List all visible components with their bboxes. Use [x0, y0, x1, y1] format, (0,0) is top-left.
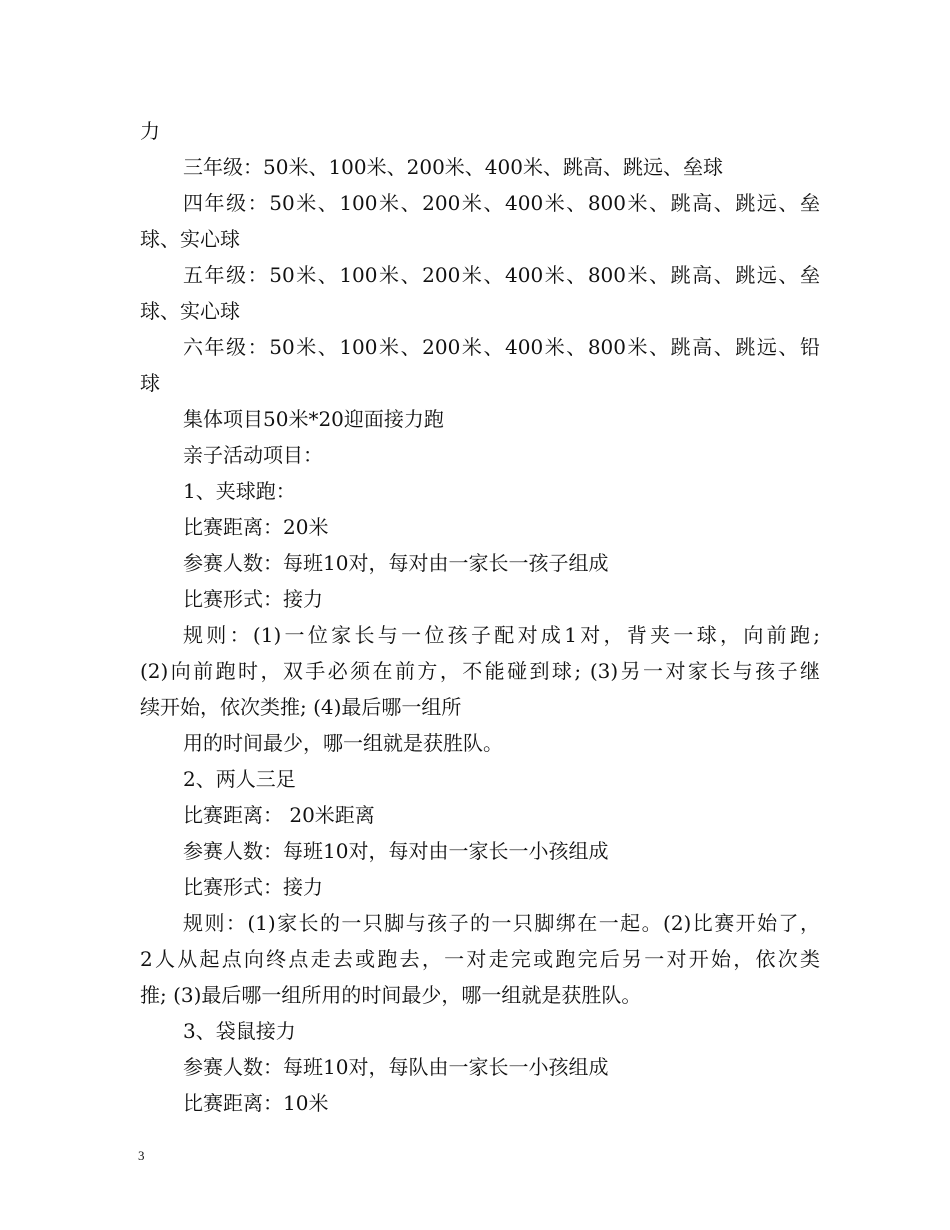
text-line: 2、两人三足 [183, 767, 296, 791]
text-line: 五年级：50米、100米、200米、400米、800米、跳高、跳远、垒 [183, 263, 820, 287]
text-line: (2)向前跑时，双手必须在前方，不能碰到球; (3)另一对家长与孩子继 [140, 659, 820, 683]
text-line: 参赛人数：每班10对，每队由一家长一小孩组成 [183, 1055, 609, 1079]
text-line: 规则：(1)家长的一只脚与孩子的一只脚绑在一起。(2)比赛开始了， [183, 911, 820, 935]
text-line: 比赛距离：20米 [183, 515, 329, 539]
page-number: 3 [138, 1148, 145, 1163]
document-body [140, 113, 820, 1121]
text-line: 四年级：50米、100米、200米、400米、800米、跳高、跳远、垒 [183, 191, 820, 215]
text-line: 集体项目50米*20迎面接力跑 [183, 407, 444, 431]
text-line: 参赛人数：每班10对，每对由一家长一孩子组成 [183, 551, 609, 575]
text-line: 球、实心球 [140, 299, 240, 323]
text-line: 球 [140, 371, 160, 395]
text-line: 1、夹球跑： [183, 479, 296, 503]
text-line: 比赛距离： 20米距离 [183, 803, 375, 827]
text-line: 规则：(1)一位家长与一位孩子配对成1对，背夹一球，向前跑; [183, 623, 820, 647]
text-line: 推; (3)最后哪一组所用的时间最少，哪一组就是获胜队。 [140, 983, 642, 1007]
text-line: 比赛形式：接力 [183, 875, 323, 899]
text-line: 六年级：50米、100米、200米、400米、800米、跳高、跳远、铅 [183, 335, 820, 359]
text-line: 三年级：50米、100米、200米、400米、跳高、跳远、垒球 [183, 155, 723, 179]
text-line: 亲子活动项目： [183, 443, 323, 467]
text-line: 续开始，依次类推; (4)最后哪一组所 [140, 695, 462, 719]
text-line: 3、袋鼠接力 [183, 1019, 296, 1043]
text-line: 用的时间最少，哪一组就是获胜队。 [183, 731, 503, 755]
text-line: 比赛形式：接力 [183, 587, 323, 611]
text-line: 比赛距离：10米 [183, 1091, 329, 1115]
text-line: 参赛人数：每班10对，每对由一家长一小孩组成 [183, 839, 609, 863]
text-line: 2人从起点向终点走去或跑去，一对走完或跑完后另一对开始，依次类 [140, 947, 820, 971]
text-line: 力 [140, 119, 160, 143]
text-line: 球、实心球 [140, 227, 240, 251]
